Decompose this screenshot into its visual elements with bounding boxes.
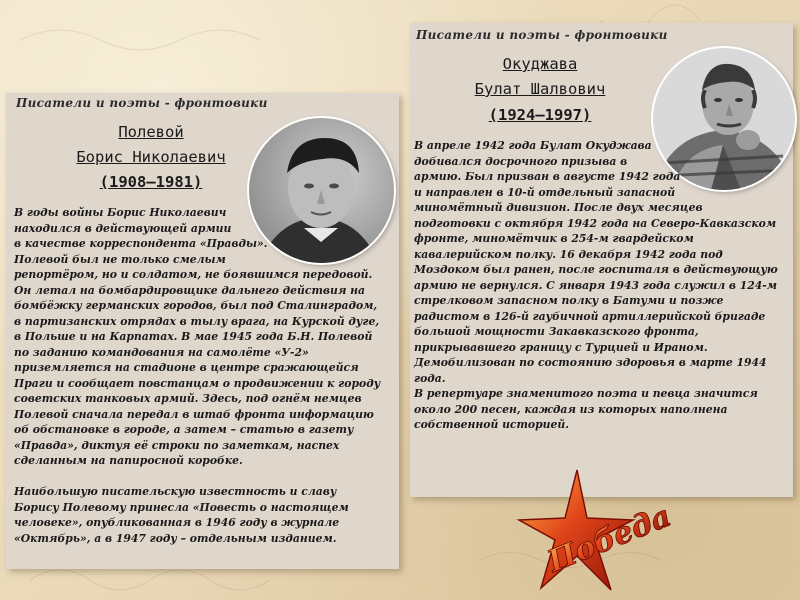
bio-line: в качестве корреспондента «Правды». — [14, 237, 268, 250]
bio-line: прикрывавшего границу с Турцией и Ираном. — [414, 340, 708, 354]
bio-line: советских танковых армий. Здесь, под огнём немцев — [14, 392, 362, 405]
bio-line: миномётный дивизион. После двух месяцев — [414, 201, 703, 214]
polevoy-card — [6, 93, 399, 569]
right-name: Булат Шалвович — [474, 80, 606, 98]
left-years: (1908–1981) — [99, 173, 203, 191]
left-bio — [14, 205, 380, 546]
bio-line: В репертуаре знаменитого поэта и певца значится — [414, 387, 758, 400]
bio-line: находился в действующей армии — [14, 221, 232, 235]
right-surname: Окуджава — [502, 55, 578, 73]
right-bio — [414, 138, 778, 433]
bio-line: бомбёжку германских городов, был под Сталинградом, — [14, 299, 378, 312]
left-name: Борис Николаевич — [76, 148, 226, 166]
bio-line — [14, 469, 380, 485]
bio-line: об обстановке в городе, а затем – статью в газету — [14, 423, 354, 436]
bio-line: Праги и сообщает повстанцам о продвижении к городу — [14, 376, 381, 390]
bio-line: Наибольшую писательскую известность и славу — [14, 485, 337, 498]
bio-line: сделанным на папиросной коробке. — [14, 454, 243, 467]
bio-line: Он летал на бомбардировщике дальнего действия на — [14, 283, 366, 297]
bio-line: в Польше и на Карпатах. В мае 1945 года Б.Н. Полевой — [14, 330, 373, 343]
bio-line: В апреле 1942 года Булат Окуджава — [414, 139, 652, 152]
bio-line: стрелковом запасном полку в Батуми и позже — [414, 294, 724, 307]
bio-line: армию. Был призван в августе 1942 года — [414, 170, 681, 183]
left-card-heading: Писатели и поэты - фронтовики — [16, 96, 268, 110]
bio-line: приземляется на стадионе в центре сражающейся — [14, 361, 359, 374]
bio-line: Борису Полевому принесла «Повесть о настоящем — [14, 500, 349, 514]
bio-line: репортёром, но и солдатом, не боявшимся передовой. — [14, 268, 373, 281]
bio-line: «Октябрь», а в 1947 году – отдельным изданием. — [14, 531, 337, 545]
bio-line: «Правда», диктуя её строки по заметкам, наспех — [14, 438, 340, 452]
bio-line: по заданию командования на самолёте «У-2» — [14, 345, 309, 359]
victory-text: Победа — [542, 498, 676, 580]
bio-line: большой мощности Закавказского фронта, — [414, 325, 699, 338]
right-years: (1924—1997) — [488, 106, 592, 124]
bio-line: радистом в 126-й гаубичной артиллерийской бригаде — [414, 309, 766, 323]
okudzhava-card — [410, 23, 793, 497]
right-card-heading: Писатели и поэты - фронтовики — [416, 28, 668, 42]
bio-line: фронте, миномётчик в 254-м гвардейском — [414, 232, 694, 245]
bio-line: Моздоком был ранен, после госпиталя в действующую — [414, 263, 778, 276]
bio-line: около 200 песен, каждая из которых наполнена — [414, 402, 728, 416]
bio-line: собственной историей. — [414, 418, 570, 431]
bio-line: В годы войны Борис Николаевич — [14, 206, 227, 219]
bio-line: Полевой сначала передал в штаб фронта информацию — [14, 407, 374, 421]
bio-line: Полевой был не только смелым — [14, 252, 226, 266]
bio-line: армию не вернулся. С января 1943 года служил в 124-м — [414, 278, 777, 292]
left-surname: Полевой — [118, 123, 184, 141]
bio-line: Демобилизован по состоянию здоровья в марте 1944 — [414, 356, 767, 369]
bio-line: добивался досрочного призыва в — [414, 154, 628, 168]
victory-star-logo — [515, 468, 695, 596]
bio-line: и направлен в 10-й отдельный запасной — [414, 185, 676, 199]
bio-line: года. — [414, 371, 446, 385]
bio-line: в партизанских отрядах в тылу врага, на Курской дуге, — [14, 314, 380, 328]
bio-line: человеке», опубликованная в 1946 году в журнале — [14, 516, 340, 529]
bio-line: подготовки с октября 1942 года на Северо-Кавказском — [414, 216, 777, 230]
bio-line: кавалерийском полку. 16 декабря 1942 года под — [414, 247, 723, 261]
